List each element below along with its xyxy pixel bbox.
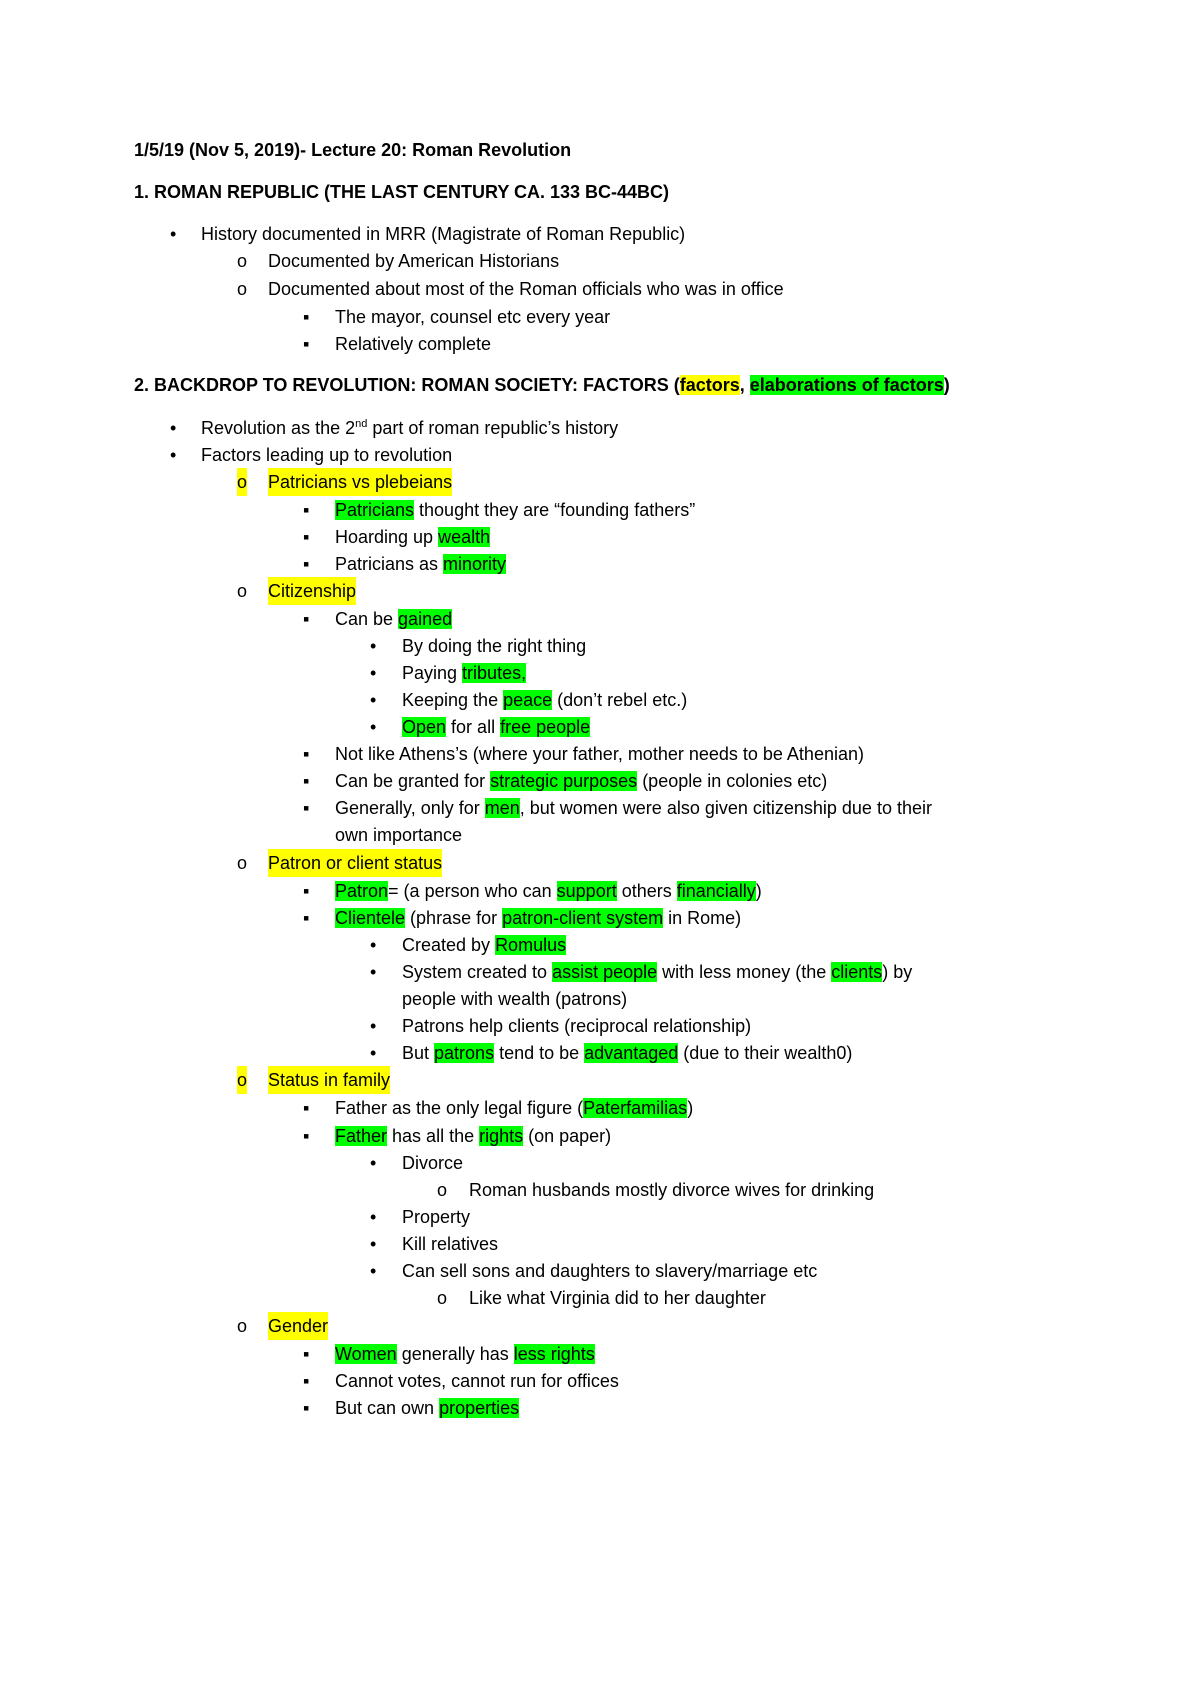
bullet-icon: • [370,1043,377,1063]
square-bullet-icon: ▪ [303,527,310,547]
square-bullet-icon: ▪ [303,744,310,764]
bullet-icon: • [370,1234,377,1254]
circle-bullet-icon: o [237,279,248,299]
bullet-icon: • [370,717,377,737]
title-text: 1/5/19 (Nov 5, 2019)- Lecture 20: Roman Revolution [134,140,572,160]
bullet-icon: • [370,1153,377,1173]
bullet-icon: • [370,935,377,955]
bullet-icon: • [370,636,377,656]
bullet-icon: • [170,418,177,438]
square-bullet-icon: ▪ [303,609,310,629]
circle-bullet-icon: o [237,251,248,271]
bullet-icon: • [370,1261,377,1281]
circle-bullet-icon: o [237,581,248,601]
circle-bullet-icon: o [237,1316,248,1336]
square-bullet-icon: ▪ [303,771,310,791]
circle-bullet-icon: o [237,853,248,873]
bullet-icon: • [170,224,177,244]
square-bullet-icon: ▪ [303,908,310,928]
legend-elaborations: elaborations of factors [749,375,944,395]
square-bullet-icon: ▪ [303,1126,310,1146]
bullet-icon: • [370,690,377,710]
bullet-icon: • [170,445,177,465]
square-bullet-icon: ▪ [303,334,310,354]
square-bullet-icon: ▪ [303,1398,310,1418]
square-bullet-icon: ▪ [303,881,310,901]
circle-bullet-icon: o [237,1066,247,1094]
bullet-icon: • [370,962,377,982]
square-bullet-icon: ▪ [303,500,310,520]
square-bullet-icon: ▪ [303,1344,310,1364]
legend-factors: factors [679,375,740,395]
circle-bullet-icon: o [237,468,247,496]
bullet-icon: • [370,663,377,683]
square-bullet-icon: ▪ [303,307,310,327]
square-bullet-icon: ▪ [303,798,310,818]
bullet-icon: • [370,1016,377,1036]
circle-bullet-icon: o [437,1288,448,1308]
document-page: 1/5/19 (Nov 5, 2019)- Lecture 20: Roman Revolution 1. ROMAN REPUBLIC (THE LAST CENTURY CA. 133 BC-44BC) • History documented in MRR (Magistrate of Roman Republic) o Documented by American Historians o Documented about most of the Roman officials who was in office ▪ The mayor, counsel etc every year ▪ Relatively complete 2. BACKDROP TO REVOLUTION: ROMAN SOCIETY: FACTORS (factors, elaborations of factors) • Revolution as the 2nd part of roman republic’s history • Factors leading up to revolution o Patricians vs plebeians ▪ Patricians thought they are “founding fathers” ▪ Hoarding up wealth ▪ Patricians as minority o Citizenship ▪ Can be gained • By doing the right thing • Paying tributes, • Keeping the peace (don’t rebel etc.) • Open for all free people ▪ Not like Athens’s (where your father, mother needs to be Athenian) ▪ Can be granted for strategic purposes (people in colonies etc) ▪ Generally, only for men, but women were also given citizenship due to their own importance o Patron or client status ▪ Patron= (a person who can support others financially) ▪ Clientele (phrase for patron-client system in Rome) • Created by Romulus • System created to assist people with less money (the clients) by people with wealth (patrons) • Patrons help clients (reciprocal relationship) • But patrons tend to be advantaged (due to their wealth0) o Status in family ▪ Father as the only legal figure (Paterfamilias) ▪ Father has all the rights (on paper) • Divorce o Roman husbands mostly divorce wives for drinking • Property • Kill relatives • Can sell sons and daughters to slavery/marriage etc o Like what Virginia did to her daughter o Gender ▪ Women generally has less rights ▪ Cannot votes, cannot run for offices ▪ But can own properties [0,0,1200,1698]
square-bullet-icon: ▪ [303,554,310,574]
square-bullet-icon: ▪ [303,1371,310,1391]
bullet-icon: • [370,1207,377,1227]
square-bullet-icon: ▪ [303,1098,310,1118]
circle-bullet-icon: o [437,1180,448,1200]
